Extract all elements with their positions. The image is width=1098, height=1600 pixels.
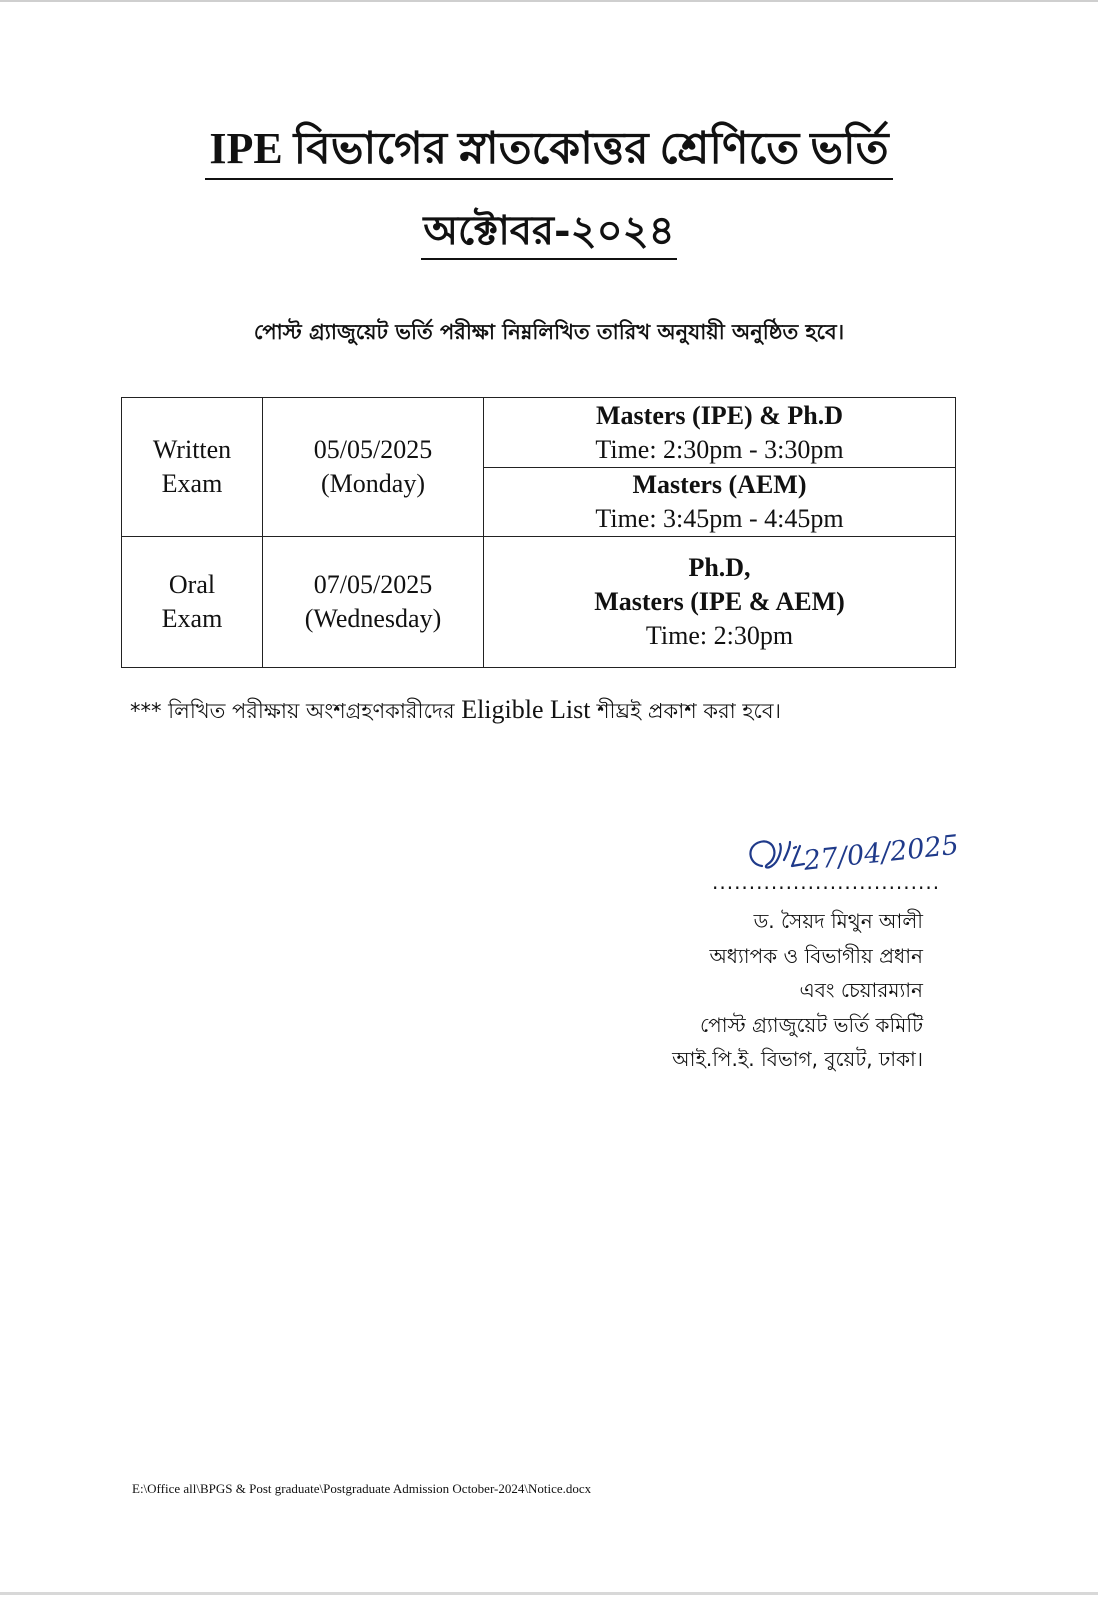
oral-time: Time: 2:30pm [645, 621, 794, 650]
oral-program-line1: Ph.D, [688, 553, 751, 582]
written-date-cell [263, 398, 484, 537]
footnote-latin: Eligible List [461, 695, 591, 724]
written-slot-1-time: Time: 2:30pm - 3:30pm [595, 434, 844, 464]
written-exam-cell [122, 398, 263, 537]
notice-title [0, 122, 1098, 180]
oral-exam-line2: Exam [161, 604, 223, 633]
oral-program-line2: Masters (IPE & AEM) [594, 587, 845, 616]
signer-block [672, 904, 923, 1077]
notice-subtitle [0, 206, 1098, 260]
signer-designation: অধ্যাপক ও বিভাগীয় প্রধান [709, 943, 923, 968]
table-row-oral [122, 537, 956, 668]
written-exam-line1: Written [152, 435, 232, 464]
signature-date: 27/04/2025 [802, 829, 961, 877]
signer-name: ড. সৈয়দ মিথুন আলী [753, 909, 923, 933]
footnote-prefix: *** লিখিত পরীক্ষায় অংশগ্রহণকারীদের [130, 699, 462, 723]
footnote-suffix: শীঘ্রই প্রকাশ করা হবে। [590, 699, 782, 723]
oral-day: (Wednesday) [304, 604, 442, 633]
written-day: (Monday) [321, 469, 425, 498]
oral-exam-cell [122, 537, 263, 668]
written-slot-1 [484, 398, 956, 468]
signer-department: আই.পি.ই. বিভাগ, বুয়েট, ঢাকা। [672, 1047, 923, 1071]
oral-date-cell [263, 537, 484, 668]
written-date: 05/05/2025 [313, 435, 433, 464]
oral-slot [484, 537, 956, 668]
signature-dotted-line: ............................... [712, 870, 941, 894]
oral-date: 07/05/2025 [313, 570, 433, 599]
written-slot-2-program: Masters (AEM) [632, 470, 807, 499]
table-row-written [122, 398, 956, 468]
written-slot-2-time: Time: 3:45pm - 4:45pm [595, 504, 844, 533]
scan-edge-top [0, 0, 1098, 2]
written-exam-line2: Exam [161, 469, 223, 498]
file-path-footer: E:\Office all\BPGS & Post graduate\Postgraduate Admission October-2024\Notice.docx [132, 1481, 592, 1496]
scan-edge-bottom [0, 1592, 1098, 1595]
notice-title-text: IPE বিভাগের স্নাতকোত্তর শ্রেণিতে ভর্তি [205, 122, 892, 180]
signer-role: এবং চেয়ারম্যান [799, 978, 923, 1002]
written-slot-2 [484, 468, 956, 537]
oral-exam-line1: Oral [168, 570, 216, 599]
signer-committee: পোস্ট গ্র্যাজুয়েট ভর্তি কমিটি [700, 1012, 923, 1037]
notice-subtitle-text: অক্টোবর-২০২৪ [421, 206, 676, 260]
intro-text: পোস্ট গ্র্যাজুয়েট ভর্তি পরীক্ষা নিম্নলিখিত তারিখ অনুযায়ী অনুষ্ঠিত হবে। [253, 320, 845, 344]
written-slot-1-program: Masters (IPE) & Ph.D [596, 400, 843, 430]
exam-schedule-table [121, 397, 956, 668]
footnote [130, 692, 781, 729]
